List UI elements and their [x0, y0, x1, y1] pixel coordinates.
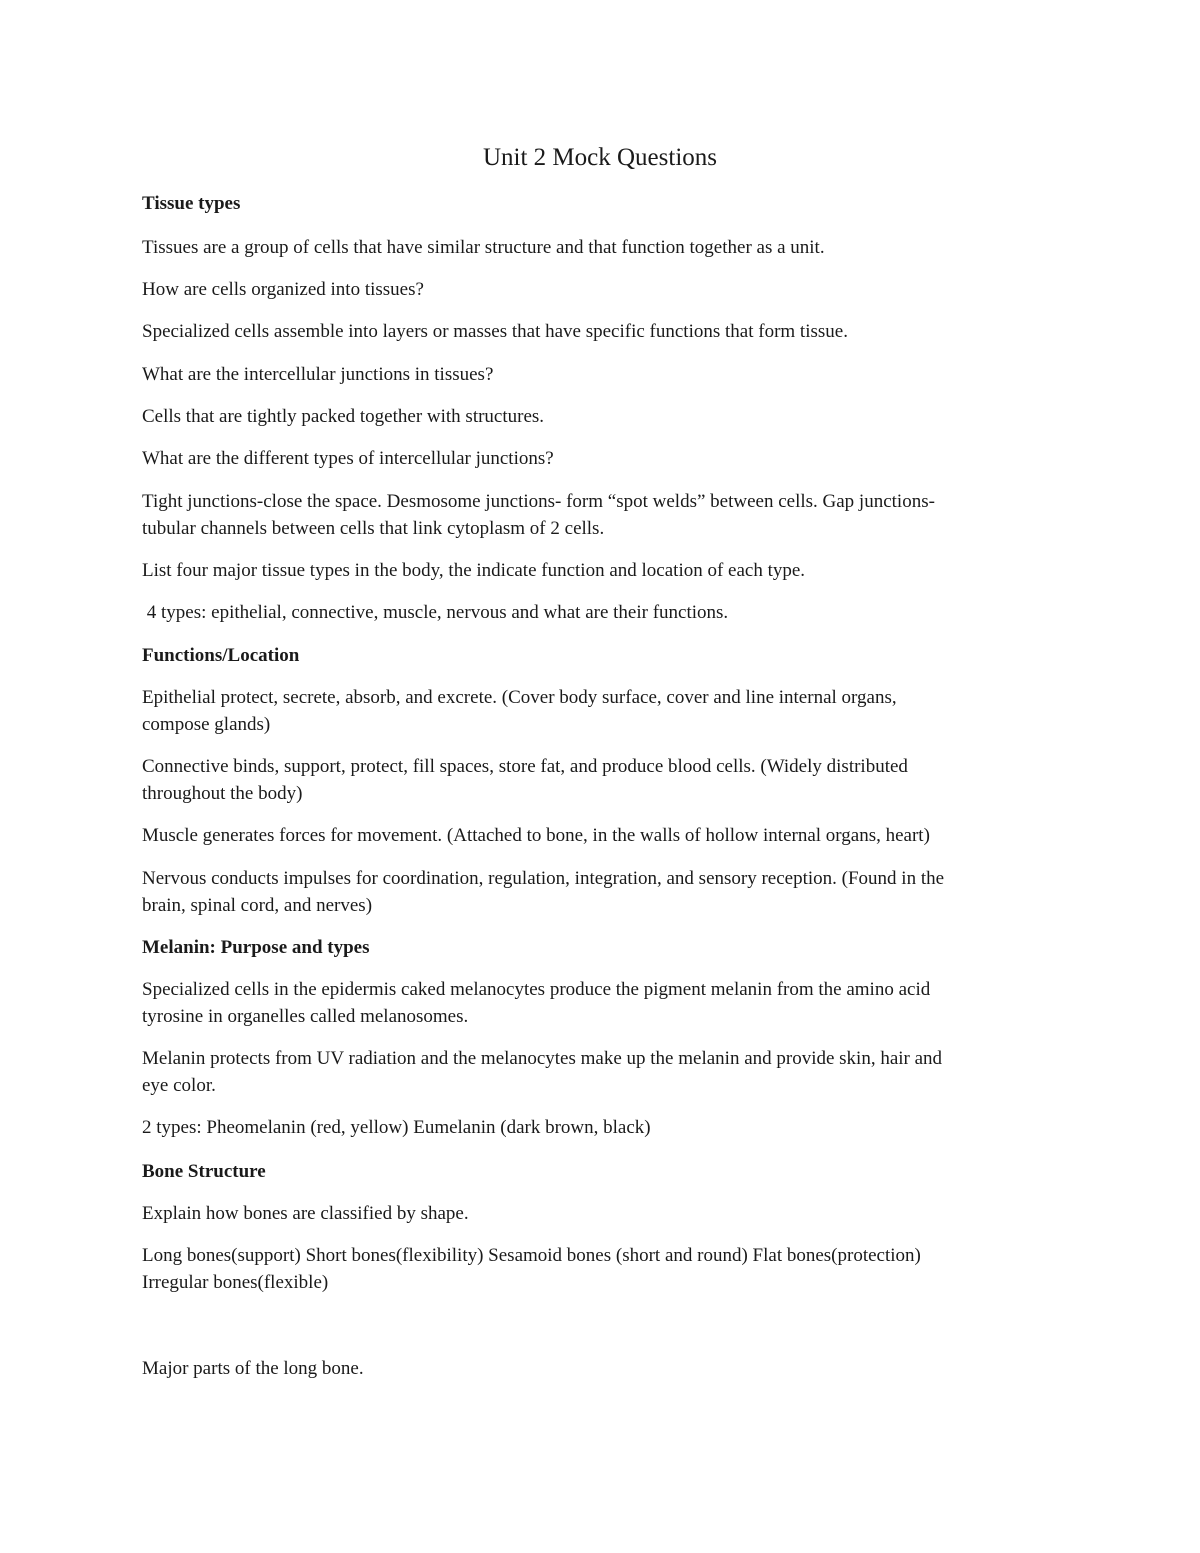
- section-heading-bone-structure: Bone Structure: [142, 1161, 266, 1182]
- paragraph: 2 types: Pheomelanin (red, yellow) Eumelanin (dark brown, black): [142, 1117, 651, 1138]
- paragraph: Major parts of the long bone.: [142, 1358, 364, 1379]
- document-page: [142, 0, 1058, 1553]
- paragraph: Muscle generates forces for movement. (Attached to bone, in the walls of hollow internal organs, heart): [142, 825, 930, 846]
- page-title: Unit 2 Mock Questions: [482, 144, 718, 171]
- paragraph: What are the different types of intercellular junctions?: [142, 448, 554, 469]
- paragraph: What are the intercellular junctions in tissues?: [142, 364, 494, 385]
- paragraph: Connective binds, support, protect, fill spaces, store fat, and produce blood cells. (Widely distributed throughout the body): [142, 756, 908, 804]
- paragraph: Melanin protects from UV radiation and the melanocytes make up the melanin and provide skin, hair and eye color.: [142, 1048, 943, 1096]
- paragraph: Cells that are tightly packed together with structures.: [142, 406, 545, 427]
- paragraph: Epithelial protect, secrete, absorb, and excrete. (Cover body surface, cover and line internal organs, compose glands): [142, 687, 897, 735]
- paragraph: Nervous conducts impulses for coordination, regulation, integration, and sensory reception. (Found in the brain, spinal cord, and nerves): [142, 868, 945, 916]
- paragraph: Tissues are a group of cells that have similar structure and that function together as a unit.: [142, 237, 825, 258]
- section-heading-melanin: Melanin: Purpose and types: [142, 937, 370, 958]
- section-heading-tissue-types: Tissue types: [142, 193, 241, 214]
- paragraph: Specialized cells assemble into layers or masses that have specific functions that form tissue.: [142, 321, 848, 342]
- paragraph: How are cells organized into tissues?: [142, 279, 424, 300]
- paragraph: Specialized cells in the epidermis caked melanocytes produce the pigment melanin from the amino acid tyrosine in organelles called melanosomes.: [142, 979, 931, 1027]
- paragraph: 4 types: epithelial, connective, muscle, nervous and what are their functions.: [142, 602, 729, 623]
- paragraph: Explain how bones are classified by shape.: [142, 1203, 469, 1224]
- paragraph: List four major tissue types in the body, the indicate function and location of each type.: [142, 560, 806, 581]
- section-heading-functions-location: Functions/Location: [142, 645, 300, 666]
- paragraph: Long bones(support) Short bones(flexibility) Sesamoid bones (short and round) Flat bones(protection) Irregular bones(flexible): [142, 1245, 921, 1293]
- paragraph: Tight junctions-close the space. Desmosome junctions- form “spot welds” between cells. Gap junctions- tubular channels between cells that link cytoplasm of 2 cells.: [142, 491, 935, 539]
